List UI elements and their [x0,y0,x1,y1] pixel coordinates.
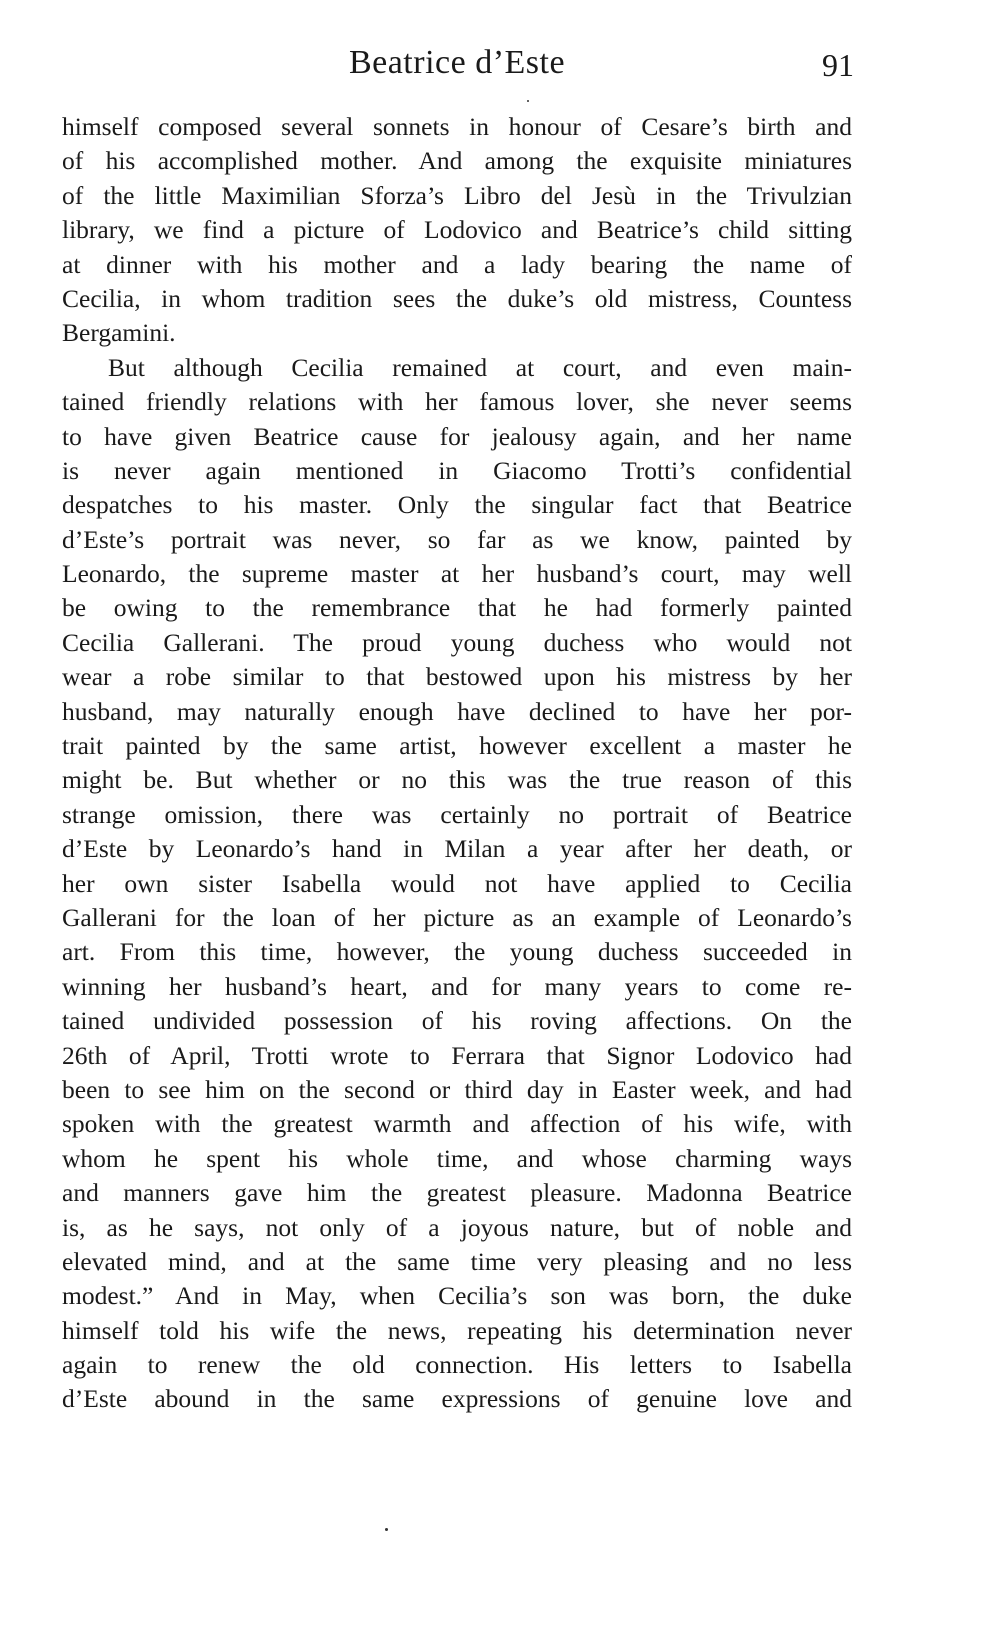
text-line: her own sister Isabella would not have applied to Cecilia [62,868,852,898]
text-line: elevated mind, and at the same time very pleasing and no less [62,1246,852,1276]
text-line: again to renew the old connection. His letters to Isabella [62,1350,852,1380]
text-line: might be. But whether or no this was the true reason of this [62,765,852,795]
text-line: been to see him on the second or third day in Easter week, and had [62,1074,852,1104]
print-speck [527,100,529,102]
text-line: But although Cecilia remained at court, and even main- [108,352,852,382]
text-line: be owing to the remembrance that he had formerly painted [62,593,852,623]
text-line: trait painted by the same artist, however excellent a master he [62,731,852,761]
text-line: Cecilia Gallerani. The proud young duchess who would not [62,627,852,657]
text-line: to have given Beatrice cause for jealousy again, and her name [62,421,852,451]
text-line: wear a robe similar to that bestowed upon his mistress by her [62,662,852,692]
text-line: winning her husband’s heart, and for many years to come re- [62,971,852,1001]
running-title: Beatrice d’Este [348,44,566,81]
text-line: Cecilia, in whom tradition sees the duke’s old mistress, Countess [62,283,852,313]
text-line: d’Este’s portrait was never, so far as we know, painted by [62,524,852,554]
text-line: library, we find a picture of Lodovico and Beatrice’s child sitting [62,215,852,245]
text-line: Leonardo, the supreme master at her husband’s court, may well [62,559,852,589]
text-line: tained undivided possession of his roving affections. On the [62,1006,852,1036]
running-head [62,38,852,88]
text-line: whom he spent his whole time, and whose charming ways [62,1143,852,1173]
text-line: d’Este abound in the same expressions of genuine love and [62,1384,852,1414]
text-line: tained friendly relations with her famous lover, she never seems [62,387,852,417]
text-line: Bergamini. [62,318,176,348]
text-line: at dinner with his mother and a lady bearing the name of [62,249,852,279]
text-line: and manners gave him the greatest pleasure. Madonna Beatrice [62,1178,852,1208]
paragraph-2 [62,351,852,1417]
text-line: strange omission, there was certainly no portrait of Beatrice [62,799,852,829]
text-line: spoken with the greatest warmth and affection of his wife, with [62,1109,852,1139]
paragraph-1 [62,110,852,351]
text-line: husband, may naturally enough have declined to have her por- [62,696,852,726]
text-line: modest.” And in May, when Cecilia’s son was born, the duke [62,1281,852,1311]
text-line: himself told his wife the news, repeating his determination never [62,1315,852,1345]
text-line: of the little Maximilian Sforza’s Libro del Jesù in the Trivulzian [62,180,852,210]
print-speck [385,1528,388,1531]
text-line: 26th of April, Trotti wrote to Ferrara that Signor Lodovico had [62,1040,852,1070]
body-text [62,110,852,1417]
text-line: is never again mentioned in Giacomo Trotti’s confidential [62,455,852,485]
text-line: is, as he says, not only of a joyous nature, but of noble and [62,1212,852,1242]
text-line: of his accomplished mother. And among the exquisite miniatures [62,146,852,176]
text-line: himself composed several sonnets in honour of Cesare’s birth and [62,112,852,141]
text-line: Gallerani for the loan of her picture as an example of Leonardo’s [62,902,852,932]
text-line: d’Este by Leonardo’s hand in Milan a year after her death, or [62,834,852,864]
text-line: art. From this time, however, the young duchess succeeded in [62,937,852,967]
page-number: 91 [822,47,854,83]
text-line: despatches to his master. Only the singular fact that Beatrice [62,490,852,520]
